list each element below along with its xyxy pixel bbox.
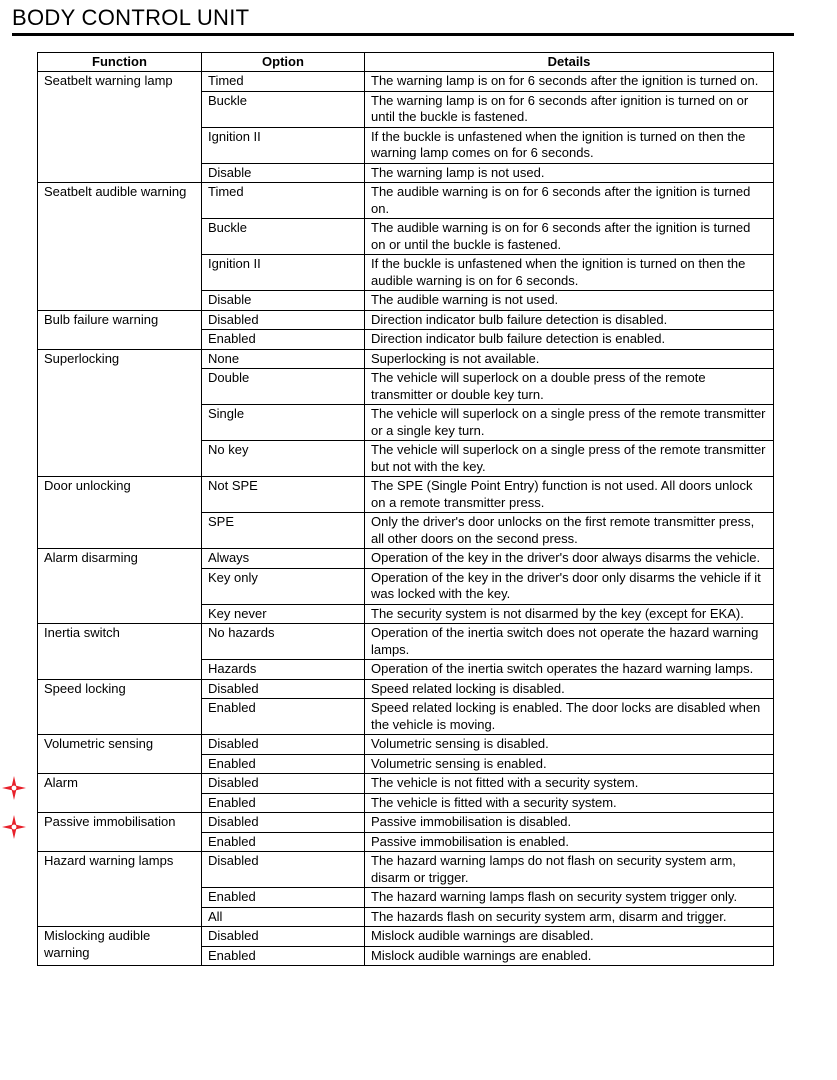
function-cell: Alarm disarming: [38, 549, 202, 624]
option-cell: Disable: [202, 291, 365, 311]
option-cell: Timed: [202, 183, 365, 219]
header-option: Option: [202, 53, 365, 72]
details-cell: Volumetric sensing is enabled.: [365, 754, 774, 774]
option-cell: Key never: [202, 604, 365, 624]
page-title: BODY CONTROL UNIT: [12, 5, 250, 30]
details-cell: The SPE (Single Point Entry) function is not used. All doors unlock on a remote transmitter press.: [365, 477, 774, 513]
details-cell: Volumetric sensing is disabled.: [365, 735, 774, 755]
details-cell: Passive immobilisation is disabled.: [365, 813, 774, 833]
details-cell: Operation of the key in the driver's door only disarms the vehicle if it was locked with the key.: [365, 568, 774, 604]
details-cell: Direction indicator bulb failure detection is disabled.: [365, 310, 774, 330]
option-cell: None: [202, 349, 365, 369]
details-cell: If the buckle is unfastened when the ignition is turned on then the audible warning is on for 6 seconds.: [365, 255, 774, 291]
details-cell: Operation of the key in the driver's door always disarms the vehicle.: [365, 549, 774, 569]
option-cell: SPE: [202, 513, 365, 549]
option-cell: Enabled: [202, 754, 365, 774]
table-row: [38, 813, 774, 833]
function-cell: Door unlocking: [38, 477, 202, 549]
details-cell: The warning lamp is on for 6 seconds after the ignition is turned on.: [365, 72, 774, 92]
details-cell: The hazard warning lamps flash on security system trigger only.: [365, 888, 774, 908]
option-cell: Disabled: [202, 927, 365, 947]
function-cell: Hazard warning lamps: [38, 852, 202, 927]
option-cell: Key only: [202, 568, 365, 604]
option-cell: Enabled: [202, 793, 365, 813]
function-cell: Speed locking: [38, 679, 202, 735]
function-cell: Inertia switch: [38, 624, 202, 680]
option-cell: Hazards: [202, 660, 365, 680]
option-cell: Enabled: [202, 946, 365, 966]
option-cell: Ignition II: [202, 127, 365, 163]
details-cell: The vehicle will superlock on a single press of the remote transmitter or a single key turn.: [365, 405, 774, 441]
red-star-marker-icon: [0, 813, 28, 841]
option-cell: Timed: [202, 72, 365, 92]
details-cell: The audible warning is not used.: [365, 291, 774, 311]
details-cell: Speed related locking is disabled.: [365, 679, 774, 699]
settings-table: [37, 52, 774, 966]
table-row: [38, 735, 774, 755]
table-row: [38, 774, 774, 794]
title-divider: [12, 33, 794, 36]
details-cell: If the buckle is unfastened when the ignition is turned on then the warning lamp comes on for 6 seconds.: [365, 127, 774, 163]
details-cell: The vehicle is not fitted with a security system.: [365, 774, 774, 794]
details-cell: The warning lamp is on for 6 seconds after ignition is turned on or until the buckle is fastened.: [365, 91, 774, 127]
table-body: [38, 72, 774, 966]
option-cell: Ignition II: [202, 255, 365, 291]
table-row: [38, 183, 774, 219]
details-cell: The audible warning is on for 6 seconds after the ignition is turned on.: [365, 183, 774, 219]
option-cell: Disabled: [202, 852, 365, 888]
option-cell: Buckle: [202, 219, 365, 255]
option-cell: Enabled: [202, 699, 365, 735]
details-cell: Mislock audible warnings are enabled.: [365, 946, 774, 966]
details-cell: The vehicle will superlock on a single press of the remote transmitter but not with the key.: [365, 441, 774, 477]
option-cell: Double: [202, 369, 365, 405]
option-cell: Enabled: [202, 832, 365, 852]
header-function: Function: [38, 53, 202, 72]
option-cell: Buckle: [202, 91, 365, 127]
option-cell: Enabled: [202, 330, 365, 350]
option-cell: Enabled: [202, 888, 365, 908]
option-cell: Disabled: [202, 813, 365, 833]
details-cell: Only the driver's door unlocks on the first remote transmitter press, all other doors on the second press.: [365, 513, 774, 549]
details-cell: The hazard warning lamps do not flash on security system arm, disarm or trigger.: [365, 852, 774, 888]
option-cell: Disabled: [202, 679, 365, 699]
function-cell: Mislocking audible warning: [38, 927, 202, 966]
function-cell: Alarm: [38, 774, 202, 813]
details-cell: The vehicle is fitted with a security system.: [365, 793, 774, 813]
table-row: [38, 549, 774, 569]
option-cell: Disabled: [202, 735, 365, 755]
option-cell: Not SPE: [202, 477, 365, 513]
function-cell: Seatbelt warning lamp: [38, 72, 202, 183]
red-star-marker-icon: [0, 774, 28, 802]
details-cell: The audible warning is on for 6 seconds after the ignition is turned on or until the buckle is fastened.: [365, 219, 774, 255]
details-cell: Passive immobilisation is enabled.: [365, 832, 774, 852]
details-cell: Speed related locking is enabled. The door locks are disabled when the vehicle is moving.: [365, 699, 774, 735]
function-cell: Seatbelt audible warning: [38, 183, 202, 311]
details-cell: The vehicle will superlock on a double press of the remote transmitter or double key turn.: [365, 369, 774, 405]
details-cell: Operation of the inertia switch does not operate the hazard warning lamps.: [365, 624, 774, 660]
function-cell: Superlocking: [38, 349, 202, 477]
table-row: [38, 679, 774, 699]
option-cell: No key: [202, 441, 365, 477]
function-cell: Volumetric sensing: [38, 735, 202, 774]
option-cell: Single: [202, 405, 365, 441]
table-row: [38, 477, 774, 513]
option-cell: Disable: [202, 163, 365, 183]
header-details: Details: [365, 53, 774, 72]
function-cell: Passive immobilisation: [38, 813, 202, 852]
table-row: [38, 927, 774, 947]
details-cell: The hazards flash on security system arm, disarm and trigger.: [365, 907, 774, 927]
details-cell: Mislock audible warnings are disabled.: [365, 927, 774, 947]
table-row: [38, 310, 774, 330]
table-row: [38, 349, 774, 369]
details-cell: Operation of the inertia switch operates the hazard warning lamps.: [365, 660, 774, 680]
table-row: [38, 624, 774, 660]
option-cell: Disabled: [202, 774, 365, 794]
details-cell: Superlocking is not available.: [365, 349, 774, 369]
details-cell: The warning lamp is not used.: [365, 163, 774, 183]
table-row: [38, 72, 774, 92]
option-cell: Disabled: [202, 310, 365, 330]
details-cell: Direction indicator bulb failure detection is enabled.: [365, 330, 774, 350]
table-row: [38, 852, 774, 888]
option-cell: No hazards: [202, 624, 365, 660]
option-cell: Always: [202, 549, 365, 569]
option-cell: All: [202, 907, 365, 927]
table-header-row: [38, 53, 774, 72]
details-cell: The security system is not disarmed by the key (except for EKA).: [365, 604, 774, 624]
function-cell: Bulb failure warning: [38, 310, 202, 349]
